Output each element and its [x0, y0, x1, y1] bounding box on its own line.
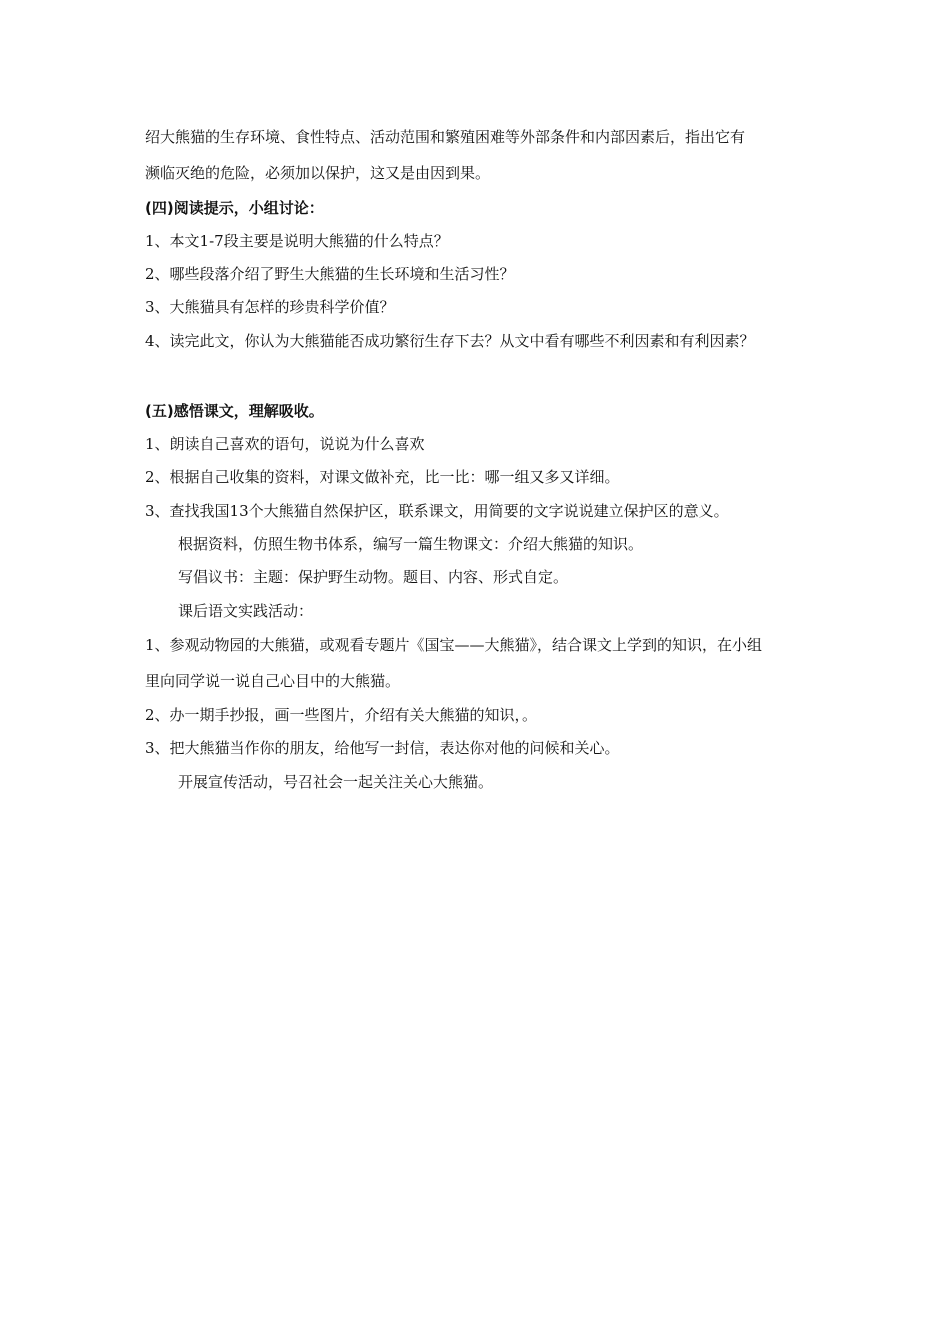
section-4-item-1: 1、本文1-7段主要是说明大熊猫的什么特点？ [145, 232, 449, 250]
intro-line-2: 濒临灭绝的危险，必须加以保护，这又是由因到果。 [145, 164, 491, 182]
section-5-heading: (五)感悟课文，理解吸收。 [145, 402, 324, 420]
section-4-heading: (四)阅读提示，小组讨论： [145, 199, 324, 217]
section-4-item-4: 4、读完此文，你认为大熊猫能否成功繁衍生存下去？从文中看有哪些不利因素和有利因素？ [145, 332, 755, 350]
section-4-item-3: 3、大熊猫具有怎样的珍贵科学价值？ [145, 298, 395, 316]
intro-line-1: 绍大熊猫的生存环境、食性特点、活动范围和繁殖困难等外部条件和内部因素后，指出它有 [145, 128, 746, 146]
section-5-indented-3: 课后语文实践活动： [178, 602, 314, 620]
activity-1-line-1: 1、参观动物园的大熊猫，或观看专题片《国宝——大熊猫》，结合课文上学到的知识，在小组 [145, 636, 763, 654]
section-5-indented-2: 写倡议书：主题：保护野生动物。题目、内容、形式自定。 [178, 568, 569, 586]
section-5-item-1: 1、朗读自己喜欢的语句，说说为什么喜欢 [145, 435, 425, 453]
section-5-item-3: 3、查找我国13个大熊猫自然保护区，联系课文，用简要的文字说说建立保护区的意义。 [145, 502, 729, 520]
activity-3: 3、把大熊猫当作你的朋友，给他写一封信，表达你对他的问候和关心。 [145, 739, 620, 757]
activity-2: 2、办一期手抄报，画一些图片，介绍有关大熊猫的知识，。 [145, 706, 538, 724]
section-5-indented-1: 根据资料，仿照生物书体系，编写一篇生物课文：介绍大熊猫的知识。 [178, 535, 644, 553]
closing-line: 开展宣传活动，号召社会一起关注关心大熊猫。 [178, 773, 494, 791]
section-4-item-2: 2、哪些段落介绍了野生大熊猫的生长环境和生活习性？ [145, 265, 515, 283]
section-5-item-2: 2、根据自己收集的资料，对课文做补充，比一比：哪一组又多又详细。 [145, 468, 620, 486]
activity-1-line-2: 里向同学说一说自己心目中的大熊猫。 [145, 672, 401, 690]
